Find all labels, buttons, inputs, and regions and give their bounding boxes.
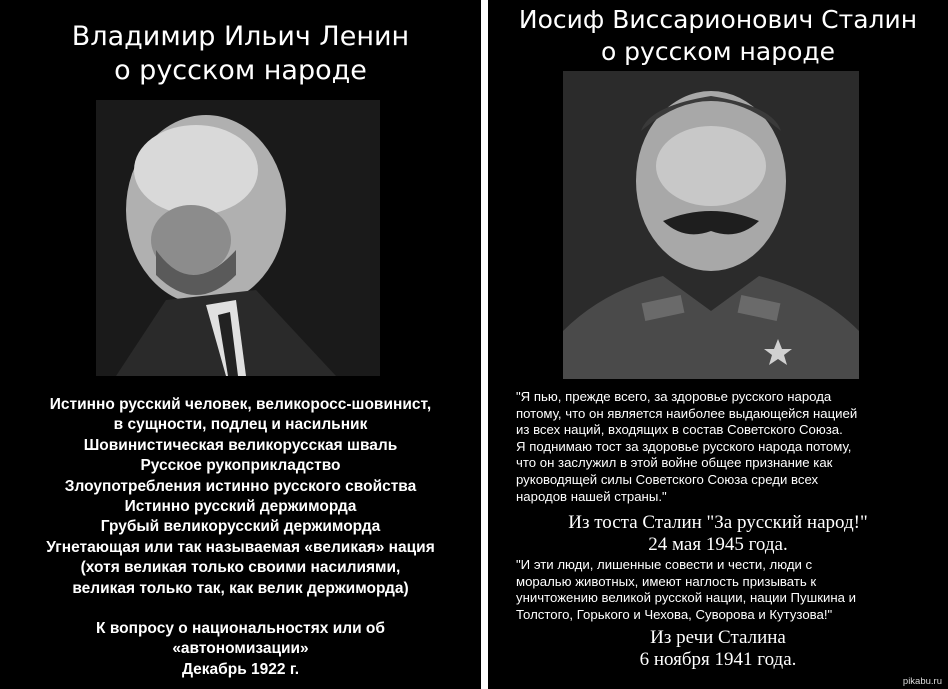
stalin-title	[488, 4, 948, 68]
lenin-quote-line: Шовинистическая великорусская шваль	[83, 436, 398, 454]
quote-line: "И эти люди, лишенные совести и чести, люди с	[516, 557, 813, 572]
stalin-portrait	[563, 71, 859, 379]
lenin-source	[0, 619, 481, 680]
lenin-quotes	[0, 395, 481, 599]
lenin-quote-line: Истинно русский человек, великоросс-шовинист,	[49, 396, 432, 413]
caption-line1: Из речи Сталина	[650, 627, 786, 648]
lenin-portrait	[96, 100, 380, 376]
lenin-quote-line: Угнетающая или так называемая «великая» нация	[46, 538, 435, 556]
lenin-title	[0, 20, 481, 88]
lenin-source-line1: К вопросу о национальностях или об	[96, 620, 385, 637]
lenin-source-line2: «автономизации»	[172, 640, 309, 658]
lenin-quote-line: великая только так, как велик держиморда)	[72, 579, 409, 597]
stalin-quote-speech	[516, 557, 936, 623]
quote-line: что он заслужил в этой войне общее признание как	[516, 455, 833, 471]
quote-line: руководящей силы Советского Союза среди всех	[516, 471, 819, 487]
lenin-quote-line: Русское рукоприкладство	[140, 457, 341, 475]
caption-line1: Из тоста Сталин "За русский народ!"	[568, 512, 868, 533]
quote-line: Толстого, Горького и Чехова, Суворова и Кутузова!"	[516, 606, 833, 622]
lenin-source-line3: Декабрь 1922 г.	[181, 660, 300, 678]
stalin-toast-caption	[488, 512, 948, 556]
quote-line: потому, что он является наиболее выдающейся нацией	[516, 405, 858, 421]
lenin-title-line2: о русском народе	[114, 55, 367, 86]
lenin-quote-line: (хотя великая только своими насилиями,	[80, 559, 401, 577]
caption-line2: 6 ноября 1941 года.	[639, 649, 797, 670]
stalin-quote-toast	[516, 389, 936, 505]
quote-line: моралью животных, имеют наглость призывать к	[516, 573, 817, 589]
stalin-title-line2: о русском народе	[600, 37, 836, 66]
lenin-quote-line: в сущности, подлец и насильник	[113, 416, 368, 434]
stalin-title-line1: Иосиф Виссарионович Сталин	[518, 5, 918, 34]
quote-line: народов нашей страны."	[516, 488, 667, 504]
quote-line: из всех наций, входящих в состав Советского Союза.	[516, 422, 843, 438]
panel-divider	[481, 0, 488, 689]
quote-line: Я поднимаю тост за здоровье русского народа потому,	[516, 438, 852, 454]
stalin-speech-caption	[488, 627, 948, 671]
caption-line2: 24 мая 1945 года.	[648, 534, 788, 555]
lenin-quote-line: Злоупотребления истинно русского свойства	[64, 477, 417, 495]
lenin-quote-line: Истинно русский держиморда	[124, 498, 357, 516]
quote-line: "Я пью, прежде всего, за здоровье русского народа	[516, 389, 832, 404]
watermark: pikabu.ru	[902, 676, 942, 687]
lenin-quote-line: Грубый великорусский держиморда	[100, 518, 381, 536]
quote-line: уничтожению великой русской нации, нации Пушкина и	[516, 590, 856, 606]
lenin-title-line1: Владимир Ильич Ленин	[71, 21, 410, 52]
